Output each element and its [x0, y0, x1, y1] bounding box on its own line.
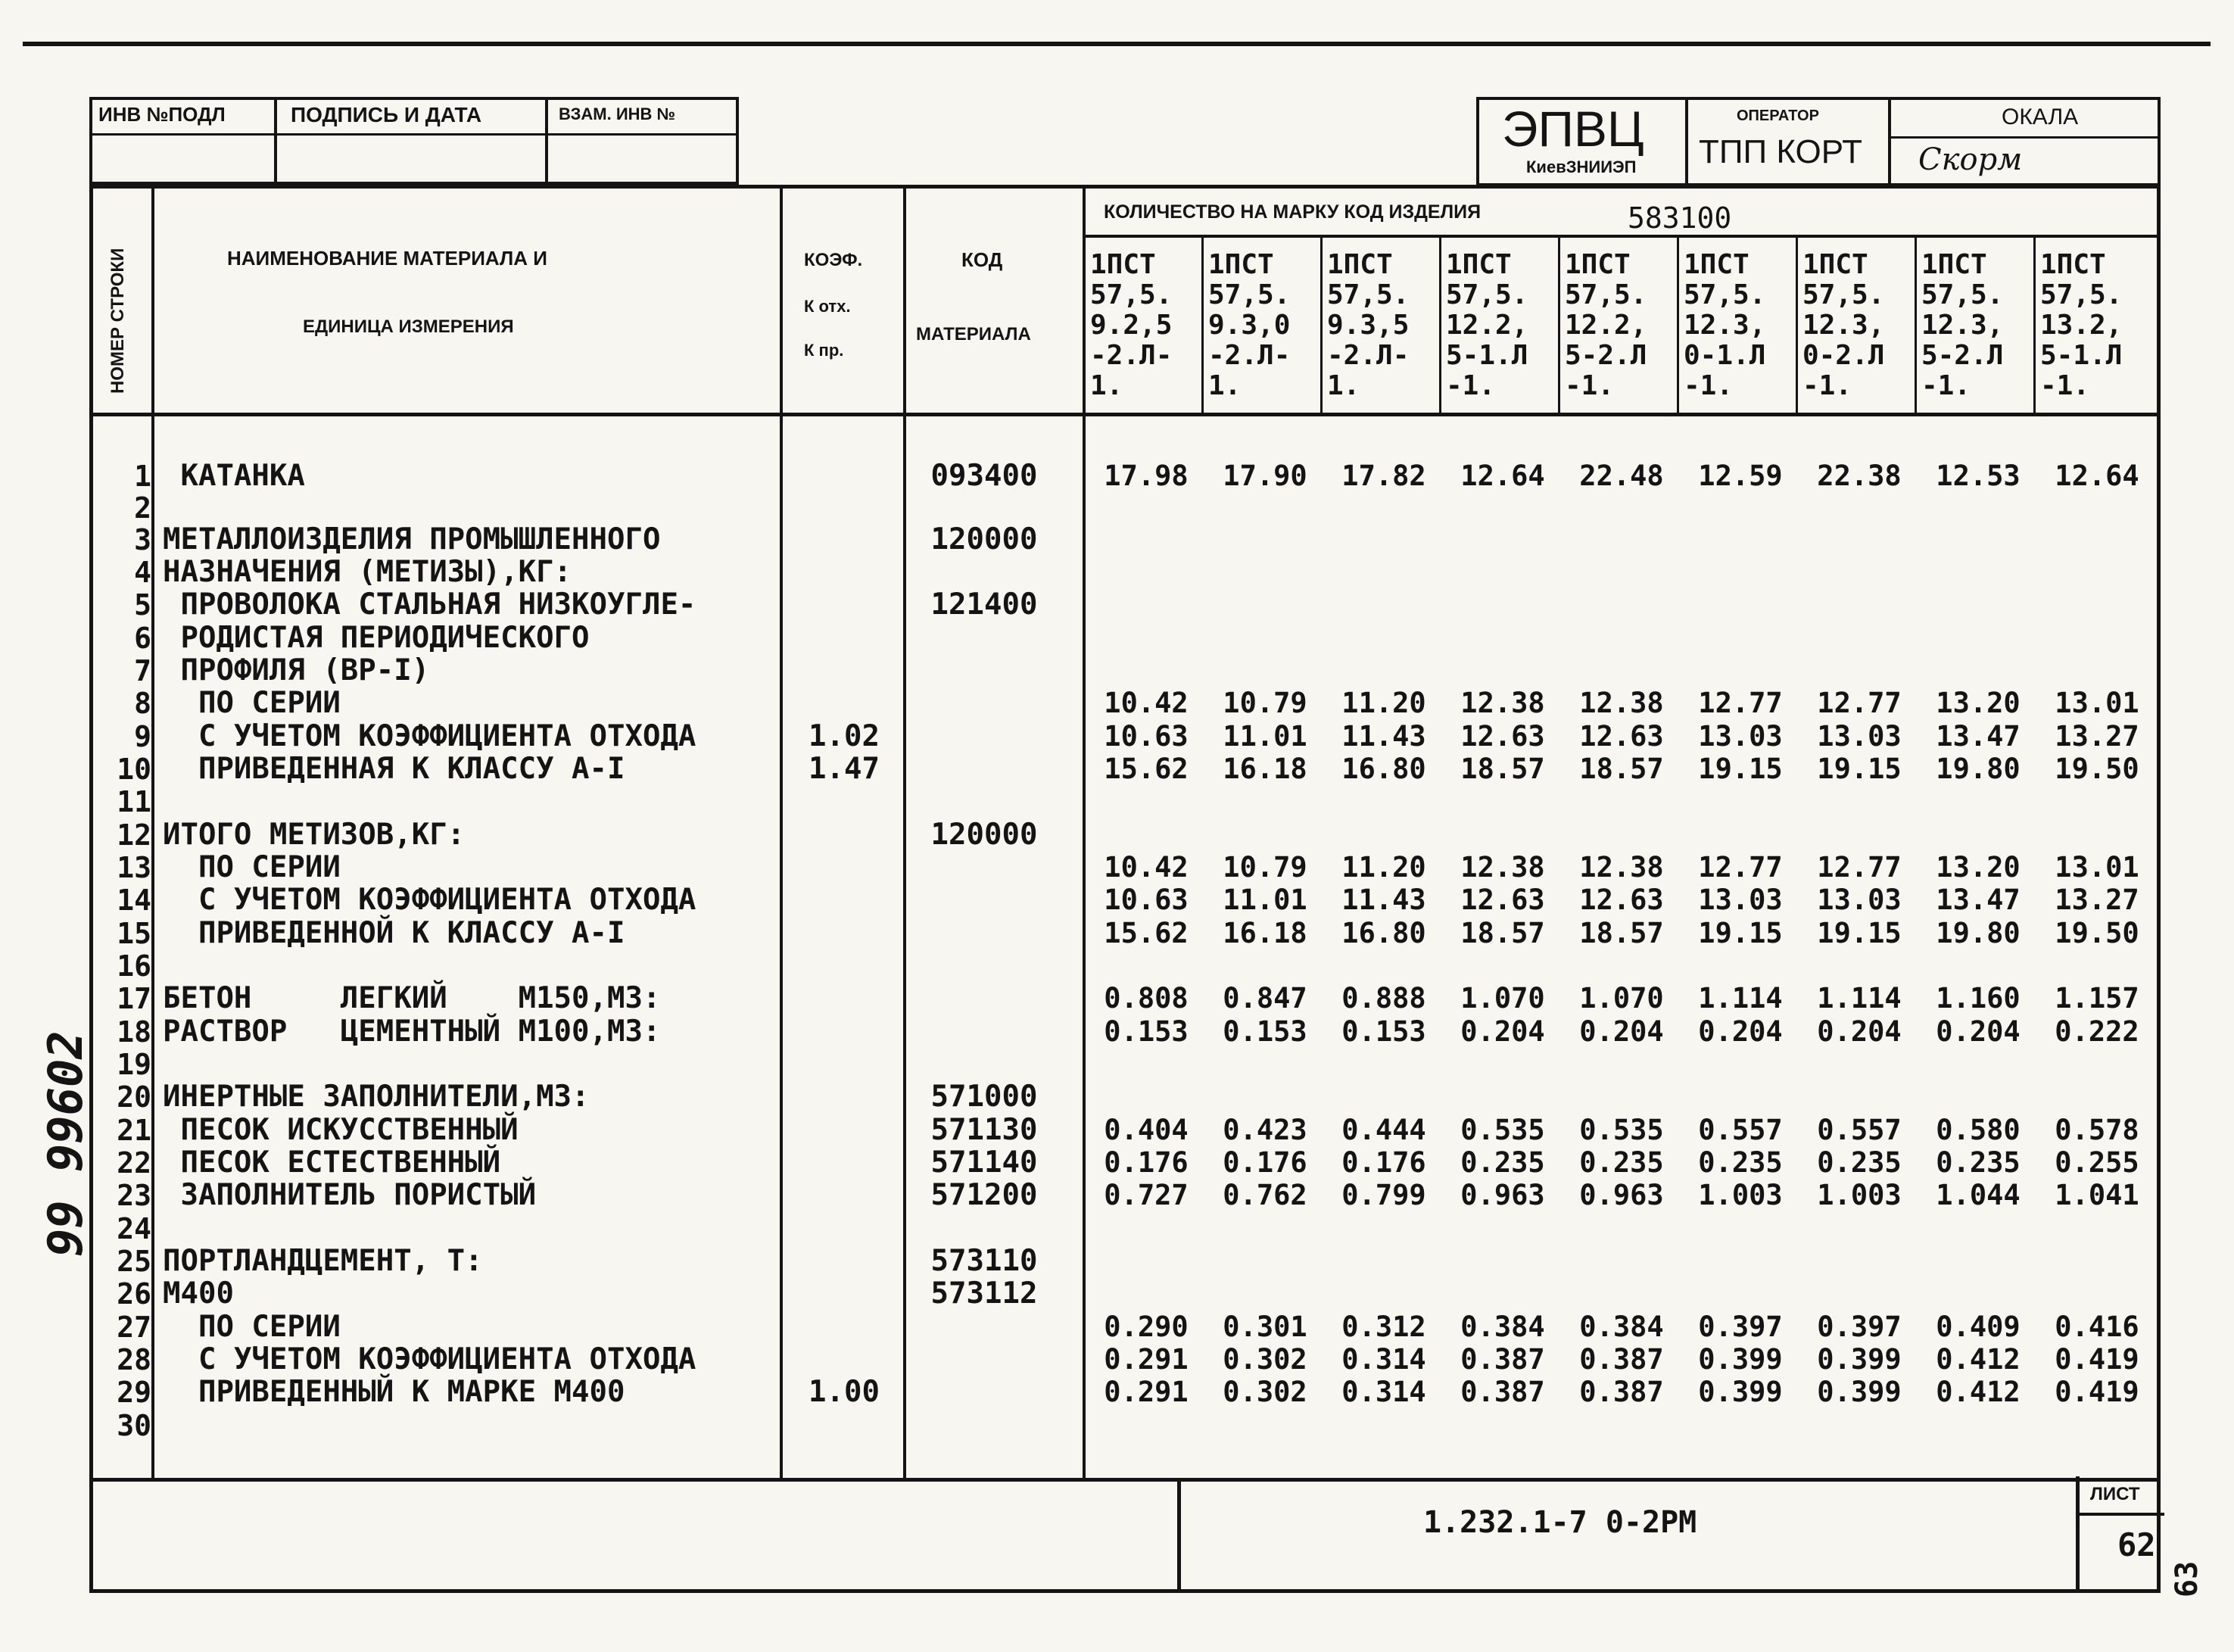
quantity-value: 0.255: [2055, 1146, 2139, 1179]
quantity-value: 0.290: [1104, 1311, 1189, 1343]
material-name: КАТАНКА: [163, 459, 305, 493]
quantity-value: 0.291: [1104, 1343, 1189, 1376]
row-number: 27: [117, 1311, 151, 1344]
quantity-value: 13.01: [2055, 687, 2139, 719]
quantity-value: 1.003: [1698, 1179, 1783, 1211]
quantity-value: 0.799: [1341, 1179, 1426, 1211]
quantity-value: 0.153: [1223, 1015, 1307, 1048]
quantity-value: 11.43: [1341, 720, 1426, 753]
quantity-value: 10.63: [1104, 884, 1189, 916]
quantity-value: 12.64: [2055, 460, 2139, 492]
header-bottom-rule: [89, 413, 2161, 416]
quantity-value: 11.01: [1223, 720, 1307, 753]
quantity-value: 1.114: [1817, 982, 1902, 1015]
quantity-label: КОЛИЧЕСТВО НА МАРКУ КОД ИЗДЕЛИЯ: [1104, 201, 1482, 223]
material-name: РОДИСТАЯ ПЕРИОДИЧЕСКОГО: [163, 621, 590, 655]
row-number: 5: [134, 588, 151, 622]
quantity-value: 1.041: [2055, 1179, 2139, 1211]
quantity-value: 0.314: [1341, 1376, 1426, 1408]
coefficient: 1.47: [809, 752, 880, 786]
row-number: 2: [134, 491, 151, 525]
quantity-value: 0.557: [1817, 1114, 1902, 1146]
quantity-value: 19.80: [1936, 753, 2021, 785]
quantity-value: 0.399: [1817, 1376, 1902, 1408]
product-column-header: 1ПСТ 57,5. 12.2, 5-2.Л -1.: [1565, 250, 1647, 401]
quantity-value: 0.176: [1341, 1146, 1426, 1179]
quantity-value: 12.63: [1460, 884, 1545, 916]
quantity-value: 18.57: [1460, 917, 1545, 949]
quantity-value: 19.80: [1936, 917, 2021, 949]
quantity-value: 13.27: [2055, 884, 2139, 916]
row-number: 12: [117, 818, 151, 852]
product-column-header: 1ПСТ 57,5. 12.2, 5-1.Л -1.: [1446, 250, 1528, 401]
material-code: 571000: [930, 1080, 1038, 1114]
corner-note: 63: [2170, 1560, 2204, 1597]
quantity-value: 0.235: [1579, 1146, 1664, 1179]
sheet-box: [2076, 1476, 2161, 1593]
quantity-value: 19.15: [1817, 917, 1902, 949]
quantity-value: 18.57: [1579, 917, 1664, 949]
quantity-value: 0.384: [1460, 1311, 1545, 1343]
quantity-value: 16.18: [1223, 753, 1307, 785]
quantity-value: 0.387: [1579, 1343, 1664, 1376]
quantity-value: 15.62: [1104, 917, 1189, 949]
quantity-value: 1.157: [2055, 982, 2139, 1015]
quantity-value: 12.77: [1817, 851, 1902, 884]
org-name: ЭПВЦ: [1502, 101, 1644, 157]
quantity-value: 11.01: [1223, 884, 1307, 916]
coef-waste-label: К отх.: [804, 297, 851, 316]
row-number: 16: [117, 949, 151, 983]
material-name: ПО СЕРИИ: [163, 1310, 341, 1344]
quantity-value: 0.412: [1936, 1376, 2021, 1408]
quantity-value: 0.847: [1223, 982, 1307, 1015]
material-code: 571200: [930, 1178, 1038, 1212]
quantity-value: 12.77: [1817, 687, 1902, 719]
quantity-value: 0.808: [1104, 982, 1189, 1015]
quantity-value: 12.64: [1460, 460, 1545, 492]
quantity-value: 0.399: [1817, 1343, 1902, 1376]
quantity-value: 11.43: [1341, 884, 1426, 916]
material-name: С УЧЕТОМ КОЭФФИЦИЕНТА ОТХОДА: [163, 719, 696, 753]
material-code: 093400: [930, 459, 1038, 493]
top-rule: [23, 42, 2211, 46]
material-name: ПЕСОК ЕСТЕСТВЕННЫЙ: [163, 1145, 501, 1180]
quantity-value: 0.444: [1341, 1114, 1426, 1146]
row-number: 13: [117, 851, 151, 884]
quantity-value: 1.070: [1460, 982, 1545, 1015]
quantity-value: 0.387: [1460, 1376, 1545, 1408]
row-number: 24: [117, 1212, 151, 1245]
quantity-value: 13.03: [1698, 884, 1783, 916]
quantity-value: 0.153: [1104, 1015, 1189, 1048]
code-label: КОД: [961, 248, 1003, 271]
unit-label: ЕДИНИЦА ИЗМЕРЕНИЯ: [303, 316, 514, 337]
quantity-value: 0.235: [1817, 1146, 1902, 1179]
quantity-value: 0.412: [1936, 1343, 2021, 1376]
quantity-value: 12.63: [1579, 884, 1664, 916]
quantity-value: 13.20: [1936, 687, 2021, 719]
quantity-value: 12.38: [1460, 687, 1545, 719]
quantity-value: 0.204: [1579, 1015, 1664, 1048]
material-name: БЕТОН ЛЕГКИЙ М150,М3:: [163, 981, 661, 1015]
org-sub: КиевЗНИИЭП: [1526, 157, 1637, 176]
product-column-header: 1ПСТ 57,5. 9.2,5 -2.Л- 1.: [1090, 250, 1173, 401]
row-number-label: НОМЕР СТРОКИ: [107, 248, 128, 394]
quantity-value: 0.387: [1579, 1376, 1664, 1408]
product-column-header: 1ПСТ 57,5. 12.3, 0-1.Л -1.: [1684, 250, 1766, 401]
row-number: 22: [117, 1146, 151, 1180]
quantity-value: 0.204: [1698, 1015, 1783, 1048]
quantity-value: 13.03: [1698, 720, 1783, 753]
row-number: 10: [117, 753, 151, 786]
quantity-value: 0.314: [1341, 1343, 1426, 1376]
quantity-value: 12.59: [1698, 460, 1783, 492]
product-column-header: 1ПСТ 57,5. 9.3,5 -2.Л- 1.: [1327, 250, 1410, 401]
quantity-value: 0.397: [1817, 1311, 1902, 1343]
material-code: 120000: [930, 522, 1038, 556]
material-name: ПОРТЛАНДЦЕМЕНТ, Т:: [163, 1244, 483, 1278]
quantity-value: 0.399: [1698, 1343, 1783, 1376]
quantity-value: 19.50: [2055, 753, 2139, 785]
quantity-value: 0.888: [1341, 982, 1426, 1015]
quantity-value: 13.01: [2055, 851, 2139, 884]
quantity-value: 17.90: [1223, 460, 1307, 492]
quantity-value: 10.79: [1223, 687, 1307, 719]
quantity-value: 0.578: [2055, 1114, 2139, 1146]
quantity-value: 0.176: [1223, 1146, 1307, 1179]
quantity-value: 0.302: [1223, 1343, 1307, 1376]
quantity-value: 0.963: [1460, 1179, 1545, 1211]
quantity-value: 0.535: [1460, 1114, 1545, 1146]
material-name: РАСТВОР ЦЕМЕНТНЫЙ М100,М3:: [163, 1015, 661, 1049]
quantity-value: 0.176: [1104, 1146, 1189, 1179]
material-code: 573112: [930, 1276, 1038, 1311]
material-name: ПЕСОК ИСКУССТВЕННЫЙ: [163, 1113, 519, 1147]
material-code: 120000: [930, 818, 1038, 852]
row-number: 25: [117, 1245, 151, 1278]
material-name: ЗАПОЛНИТЕЛЬ ПОРИСТЫЙ: [163, 1178, 537, 1212]
product-column-header: 1ПСТ 57,5. 12.3, 0-2.Л -1.: [1802, 250, 1885, 401]
row-number: 15: [117, 917, 151, 950]
quantity-value: 0.423: [1223, 1114, 1307, 1146]
quantity-value: 16.80: [1341, 753, 1426, 785]
quantity-value: 0.404: [1104, 1114, 1189, 1146]
quantity-value: 13.03: [1817, 720, 1902, 753]
material-name: М400: [163, 1276, 234, 1311]
material-name: ПРИВЕДЕННЫЙ К МАРКЕ М400: [163, 1375, 625, 1409]
quantity-value: 0.235: [1460, 1146, 1545, 1179]
quantity-value: 13.03: [1817, 884, 1902, 916]
quantity-value: 12.38: [1579, 851, 1664, 884]
quantity-value: 0.222: [2055, 1015, 2139, 1048]
material-name: ПРОФИЛЯ (ВР-I): [163, 653, 430, 687]
quantity-value: 0.301: [1223, 1311, 1307, 1343]
quantity-value: 0.387: [1460, 1343, 1545, 1376]
quantity-value: 12.63: [1579, 720, 1664, 753]
quantity-value: 18.57: [1579, 753, 1664, 785]
material-code: 571140: [930, 1145, 1038, 1180]
material-name: ИНЕРТНЫЕ ЗАПОЛНИТЕЛИ,М3:: [163, 1080, 590, 1114]
quantity-value: 13.47: [1936, 720, 2021, 753]
quantity-value: 13.47: [1936, 884, 2021, 916]
row-number: 28: [117, 1343, 151, 1376]
quantity-value: 15.62: [1104, 753, 1189, 785]
row-number: 20: [117, 1080, 151, 1114]
quantity-value: 0.580: [1936, 1114, 2021, 1146]
product-column-header: 1ПСТ 57,5. 12.3, 5-2.Л -1.: [1921, 250, 2004, 401]
row-number: 1: [134, 460, 151, 493]
row-number: 4: [134, 556, 151, 589]
scale-label: ОКАЛА: [2002, 104, 2079, 129]
quantity-value: 18.57: [1460, 753, 1545, 785]
row-number: 21: [117, 1114, 151, 1147]
quantity-value: 16.80: [1341, 917, 1426, 949]
quantity-value: 0.397: [1698, 1311, 1783, 1343]
title-block: [1476, 97, 2161, 186]
quantity-value: 13.27: [2055, 720, 2139, 753]
row-number: 17: [117, 982, 151, 1015]
row-number: 18: [117, 1015, 151, 1049]
quantity-value: 10.42: [1104, 687, 1189, 719]
row-number: 14: [117, 884, 151, 917]
quantity-value: 19.15: [1698, 917, 1783, 949]
product-code: 583100: [1628, 201, 1732, 235]
quantity-value: 12.38: [1579, 687, 1664, 719]
row-number: 3: [134, 523, 151, 556]
quantity-value: 0.535: [1579, 1114, 1664, 1146]
quantity-value: 12.77: [1698, 851, 1783, 884]
product-column-header: 1ПСТ 57,5. 13.2, 5-1.Л -1.: [2040, 250, 2123, 401]
signature-date-label: ПОДПИСЬ И ДАТА: [291, 103, 482, 126]
signature-text: Скорм: [1918, 142, 2023, 177]
quantity-value: 1.003: [1817, 1179, 1902, 1211]
material-name: С УЧЕТОМ КОЭФФИЦИЕНТА ОТХОДА: [163, 883, 696, 917]
row-number: 30: [117, 1409, 151, 1442]
row-number: 29: [117, 1376, 151, 1409]
material-name: ПО СЕРИИ: [163, 850, 341, 884]
quantity-value: 12.63: [1460, 720, 1545, 753]
material-name: С УЧЕТОМ КОЭФФИЦИЕНТА ОТХОДА: [163, 1342, 696, 1376]
quantity-value: 1.114: [1698, 982, 1783, 1015]
material-name: ПРИВЕДЕННАЯ К КЛАССУ А-I: [163, 752, 625, 786]
row-number: 26: [117, 1277, 151, 1311]
material-code: 573110: [930, 1244, 1038, 1278]
quantity-value: 17.98: [1104, 460, 1189, 492]
material-code: 571130: [930, 1113, 1038, 1147]
material-name: ПРОВОЛОКА СТАЛЬНАЯ НИЗКОУГЛЕ-: [163, 588, 696, 622]
material-code: 121400: [930, 588, 1038, 622]
quantity-value: 0.419: [2055, 1376, 2139, 1408]
sheet-number: 62: [2117, 1526, 2156, 1563]
quantity-value: 0.302: [1223, 1376, 1307, 1408]
material-code-label: МАТЕРИАЛА: [916, 324, 1031, 344]
quantity-value: 12.77: [1698, 687, 1783, 719]
quantity-value: 12.53: [1936, 460, 2021, 492]
coef-conv-label: К пр.: [804, 341, 844, 360]
quantity-value: 16.18: [1223, 917, 1307, 949]
stamp-block: [89, 97, 739, 185]
quantity-value: 0.963: [1579, 1179, 1664, 1211]
quantity-value: 1.044: [1936, 1179, 2021, 1211]
row-number: 9: [134, 720, 151, 753]
quantity-value: 10.63: [1104, 720, 1189, 753]
quantity-value: 0.762: [1223, 1179, 1307, 1211]
row-number: 19: [117, 1048, 151, 1081]
quantity-value: 22.38: [1817, 460, 1902, 492]
quantity-value: 0.384: [1579, 1311, 1664, 1343]
quantity-value: 0.235: [1698, 1146, 1783, 1179]
quantity-value: 0.419: [2055, 1343, 2139, 1376]
material-name: ИТОГО МЕТИЗОВ,КГ:: [163, 818, 466, 852]
quantity-value: 0.727: [1104, 1179, 1189, 1211]
quantity-value: 0.204: [1936, 1015, 2021, 1048]
quantity-value: 0.409: [1936, 1311, 2021, 1343]
material-name: ПО СЕРИИ: [163, 686, 341, 720]
quantity-value: 19.15: [1817, 753, 1902, 785]
row-number: 11: [117, 785, 151, 818]
quantity-value: 19.50: [2055, 917, 2139, 949]
quantity-value: 0.291: [1104, 1376, 1189, 1408]
operator-value: ТПП КОРТ: [1699, 133, 1862, 170]
material-name: МЕТАЛЛОИЗДЕЛИЯ ПРОМЫШЛЕННОГО: [163, 522, 661, 556]
coefficient: 1.00: [809, 1375, 880, 1409]
row-number: 7: [134, 654, 151, 687]
vzam-inv-label: ВЗАМ. ИНВ №: [559, 104, 676, 123]
row-number: 23: [117, 1179, 151, 1212]
quantity-value: 1.160: [1936, 982, 2021, 1015]
material-name-label: НАИМЕНОВАНИЕ МАТЕРИАЛА И: [227, 247, 547, 270]
quantity-value: 1.070: [1579, 982, 1664, 1015]
quantity-value: 0.399: [1698, 1376, 1783, 1408]
margin-note: 99 99602: [38, 1030, 93, 1257]
footer-top-rule: [89, 1478, 2161, 1482]
row-number: 6: [134, 622, 151, 655]
quantity-value: 11.20: [1341, 851, 1426, 884]
material-name: ПРИВЕДЕННОЙ К КЛАССУ А-I: [163, 916, 625, 950]
quantity-value: 13.20: [1936, 851, 2021, 884]
material-name: НАЗНАЧЕНИЯ (МЕТИЗЫ),КГ:: [163, 555, 572, 589]
quantity-value: 0.204: [1817, 1015, 1902, 1048]
row-number: 8: [134, 687, 151, 720]
quantity-value: 22.48: [1579, 460, 1664, 492]
quantity-value: 0.153: [1341, 1015, 1426, 1048]
quantity-value: 0.312: [1341, 1311, 1426, 1343]
coefficient: 1.02: [809, 719, 880, 753]
document-code: 1.232.1-7 0-2РМ: [1423, 1505, 1697, 1540]
quantity-value: 12.38: [1460, 851, 1545, 884]
quantity-value: 0.416: [2055, 1311, 2139, 1343]
coef-label: КОЭФ.: [804, 250, 863, 270]
quantity-value: 19.15: [1698, 753, 1783, 785]
quantity-value: 11.20: [1341, 687, 1426, 719]
operator-label: ОПЕРАТОР: [1737, 108, 1819, 124]
sheet-label: ЛИСТ: [2090, 1484, 2140, 1504]
quantity-value: 0.557: [1698, 1114, 1783, 1146]
quantity-value: 17.82: [1341, 460, 1426, 492]
quantity-value: 0.235: [1936, 1146, 2021, 1179]
quantity-value: 10.42: [1104, 851, 1189, 884]
quantity-value: 10.79: [1223, 851, 1307, 884]
inv-podl-label: ИНВ №ПОДЛ: [98, 103, 226, 126]
product-column-header: 1ПСТ 57,5. 9.3,0 -2.Л- 1.: [1208, 250, 1291, 401]
quantity-value: 0.204: [1460, 1015, 1545, 1048]
